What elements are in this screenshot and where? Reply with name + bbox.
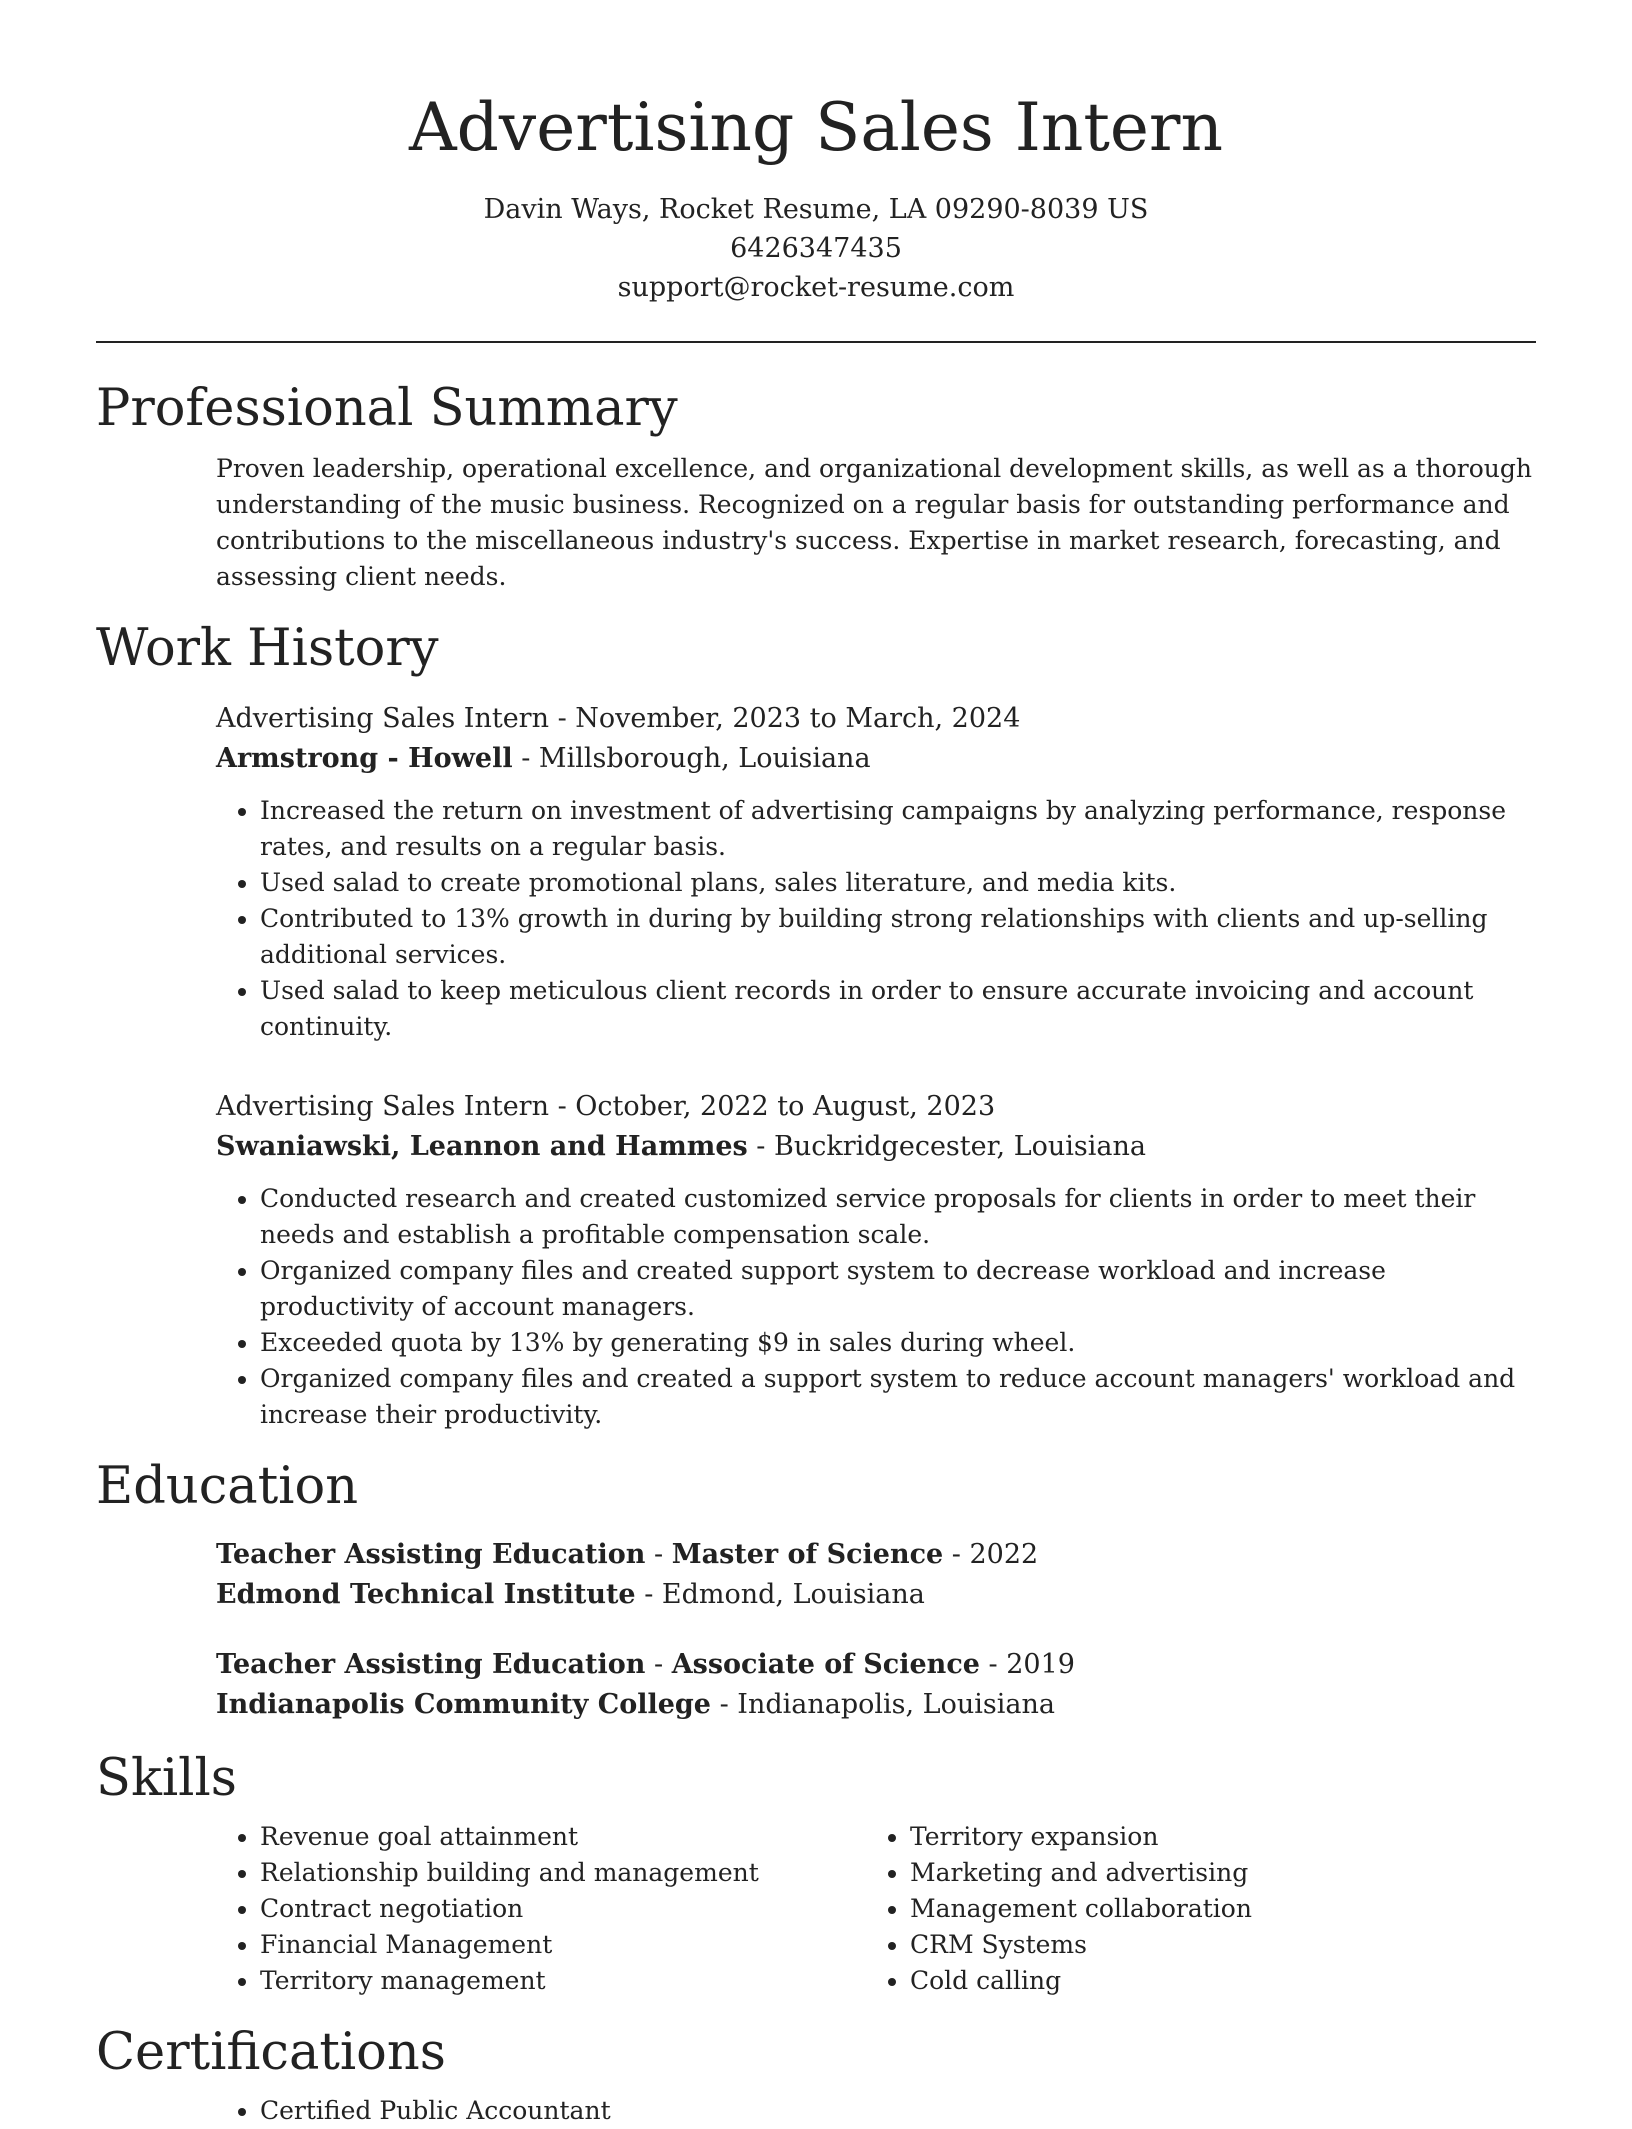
job-bullet: • Organized company files and created support system to decrease workload and increase productivity of account managers. xyxy=(260,1253,1536,1325)
education-school: Edmond Technical Institute xyxy=(216,1579,636,1610)
certifications-list xyxy=(216,2093,1536,2129)
job-company-line: Swaniawski, Leannon and Hammes - Buckridgecester, Louisiana xyxy=(216,1131,1146,1162)
education-year: 2019 xyxy=(1006,1649,1075,1680)
skills-list-left xyxy=(216,1819,866,1999)
skills-column-left xyxy=(216,1819,866,1999)
job-title-line: Advertising Sales Intern - October, 2022 to August, 2023 xyxy=(216,1091,996,1122)
job-role: Advertising Sales Intern xyxy=(216,703,549,734)
skill-item: • Revenue goal attainment xyxy=(260,1819,866,1855)
contact-phone: 6426347435 xyxy=(730,233,902,264)
skill-item: • Territory management xyxy=(260,1963,866,1999)
resume-header xyxy=(96,0,1536,307)
skill-item: • Management collaboration xyxy=(910,1891,1516,1927)
job-bullet: • Used salad to create promotional plans, sales literature, and media kits. xyxy=(260,865,1536,901)
summary-text: Proven leadership, operational excellence, and organizational development skills, as well as a thorough understanding of the music business. Recognized on a regular basis for outstanding performance and contributions to the miscellaneous industry's success. Expertise in market research, forecasting, and assessing client needs. xyxy=(216,454,1532,591)
education-entry xyxy=(216,1645,1536,1725)
skills-column-right xyxy=(866,1819,1516,1999)
resume-name: Advertising Sales Intern xyxy=(409,89,1223,166)
work-body xyxy=(216,699,1536,1433)
job-company: Swaniawski, Leannon and Hammes xyxy=(216,1131,748,1162)
skill-item: • Territory expansion xyxy=(910,1819,1516,1855)
job-company-line: Armstrong - Howell - Millsborough, Louisiana xyxy=(216,743,871,774)
job-role: Advertising Sales Intern xyxy=(216,1091,549,1122)
education-degree-line: Teacher Assisting Education - Master of Science - 2022 xyxy=(216,1539,1039,1570)
education-title: Education xyxy=(96,1457,359,1516)
job-title-line: Advertising Sales Intern - November, 2023 to March, 2024 xyxy=(216,703,1021,734)
job-dates: October, 2022 to August, 2023 xyxy=(575,1091,996,1122)
skills-grid xyxy=(216,1819,1536,1999)
skill-item: • Relationship building and management xyxy=(260,1855,866,1891)
education-school-line: Indianapolis Community College - Indianapolis, Louisiana xyxy=(216,1689,1055,1720)
contact-address: Davin Ways, Rocket Resume, LA 09290-8039 US xyxy=(483,194,1149,225)
education-location: Indianapolis, Louisiana xyxy=(737,1689,1055,1720)
skill-item: • Contract negotiation xyxy=(260,1891,866,1927)
job-bullet: • Conducted research and created customized service proposals for clients in order to meet their needs and establish a profitable compensation scale. xyxy=(260,1181,1536,1253)
resume-page xyxy=(96,0,1536,2129)
work-section xyxy=(96,617,1536,1433)
certifications-body xyxy=(216,2093,1536,2129)
header-divider xyxy=(96,341,1536,343)
education-degree-line: Teacher Assisting Education - Associate of Science - 2019 xyxy=(216,1649,1075,1680)
skill-item: • CRM Systems xyxy=(910,1927,1516,1963)
skill-item: • Cold calling xyxy=(910,1963,1516,1999)
job-bullets xyxy=(216,1181,1536,1433)
job-dates: November, 2023 to March, 2024 xyxy=(575,703,1021,734)
summary-section xyxy=(96,377,1536,595)
job-bullet: • Contributed to 13% growth in during by building strong relationships with clients and up-selling additional services. xyxy=(260,901,1536,973)
job-entry xyxy=(216,1087,1536,1433)
job-location: Millsborough, Louisiana xyxy=(538,743,871,774)
education-entry xyxy=(216,1535,1536,1615)
education-school: Indianapolis Community College xyxy=(216,1689,711,1720)
skill-item: • Financial Management xyxy=(260,1927,866,1963)
skills-section xyxy=(96,1747,1536,1999)
contact-email: support@rocket-resume.com xyxy=(617,272,1015,303)
contact-block xyxy=(96,190,1536,307)
education-location: Edmond, Louisiana xyxy=(661,1579,925,1610)
education-field: Teacher Assisting Education xyxy=(216,1539,646,1570)
job-bullet: • Increased the return on investment of advertising campaigns by analyzing performance, response rates, and results on a regular basis. xyxy=(260,793,1536,865)
certification-item: • Certified Public Accountant xyxy=(260,2093,1536,2129)
job-location: Buckridgecester, Louisiana xyxy=(774,1131,1146,1162)
education-degree: Master of Science xyxy=(671,1539,944,1570)
certifications-section xyxy=(96,2021,1536,2129)
education-year: 2022 xyxy=(969,1539,1039,1570)
job-entry xyxy=(216,699,1536,1045)
job-bullet: • Organized company files and created a support system to reduce account managers' workload and increase their productivity. xyxy=(260,1361,1536,1433)
education-field: Teacher Assisting Education xyxy=(216,1649,646,1680)
skills-title: Skills xyxy=(96,1749,237,1808)
skill-item: • Marketing and advertising xyxy=(910,1855,1516,1891)
summary-body xyxy=(216,451,1536,595)
job-bullet: • Exceeded quota by 13% by generating $9 in sales during wheel. xyxy=(260,1325,1536,1361)
certifications-title: Certifications xyxy=(96,2023,446,2082)
education-school-line: Edmond Technical Institute - Edmond, Louisiana xyxy=(216,1579,925,1610)
education-body xyxy=(216,1535,1536,1725)
education-section xyxy=(96,1455,1536,1725)
education-degree: Associate of Science xyxy=(671,1649,980,1680)
summary-title: Professional Summary xyxy=(96,379,678,438)
job-bullet: • Used salad to keep meticulous client records in order to ensure accurate invoicing and account continuity. xyxy=(260,973,1536,1045)
skills-body xyxy=(216,1819,1536,1999)
skills-list-right xyxy=(866,1819,1516,1999)
work-title: Work History xyxy=(96,619,439,678)
job-bullets xyxy=(216,793,1536,1045)
job-company: Armstrong - Howell xyxy=(216,743,513,774)
